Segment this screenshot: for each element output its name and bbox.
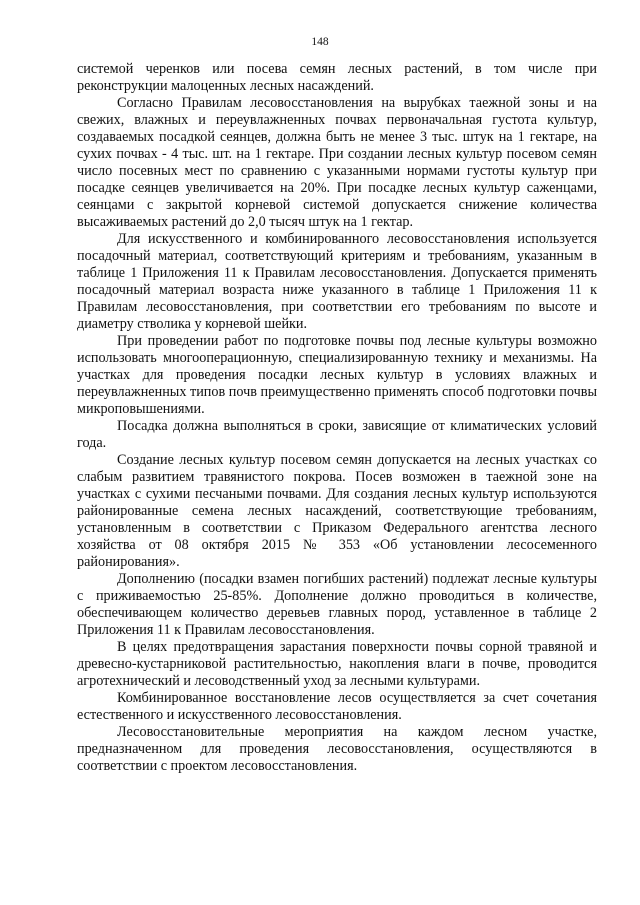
body-text [77,61,597,775]
paragraph-replanting: Дополнению (посадки взамен погибших растений) подлежат лесные культуры с приживаемостью 25-85%. Дополнение должно проводиться в количестве, обеспечивающем количество деревьев главных пород, уставленное в таблице 2 Приложения 11 к Правилам лесовосстановления. [77,571,597,638]
paragraph-seeding: Создание лесных культур посевом семян допускается на лесных участках со слабым развитием травянистого покрова. Посев возможен в таежной зоне на участках с сухими песчаными почвами. Для создания лесных культур используются районированные семена лесных насаждений, соответствующие требованиям, установленным в соответствии с Приказом Федерального агентства лесного хозяйства от 08 октября 2015 № 353 «Об установлении лесосеменного районирования». [77,452,597,570]
paragraph-soil-preparation: При проведении работ по подготовке почвы под лесные культуры возможно использовать многооперационную, специализированную технику и механизмы. На участках для проведения посадки лесных культур в условиях влажных и переувлажненных типов почв преимущественно применять способ подготовки почвы микроповышениями. [77,333,597,417]
paragraph-planting-timing: Посадка должна выполняться в сроки, зависящие от климатических условий года. [77,418,597,451]
paragraph-planting-density: Согласно Правилам лесовосстановления на вырубках таежной зоны и на свежих, влажных и переувлажненных почвах первоначальная густота культур, создаваемых посадкой сеянцев, должна быть не менее 3 тыс. штук на 1 гектаре, на сухих почвах - 4 тыс. шт. на 1 гектаре. При создании лесных культур посевом семян число посевных мест по сравнению с указанными нормами густоты культур при посадке сеянцев увеличивается на 20%. При посадке лесных культур саженцами, сеянцами с закрытой корневой системой допускается снижение количества высаживаемых растений до 2,0 тысяч штук на 1 гектар. [77,95,597,230]
paragraph-planting-material: Для искусственного и комбинированного лесовосстановления используется посадочный материал, соответствующий критериям и требованиям, указанным в таблице 1 Приложения 11 к Правилам лесовосстановления. Допускается применять посадочный материал возраста ниже указанного в таблице 1 Приложения 11 к Правилам лесовосстановления, при соответствии его требованиям по высоте и диаметру стволика у корневой шейки. [77,231,597,332]
page-number: 148 [311,36,329,48]
paragraph-maintenance: В целях предотвращения зарастания поверхности почвы сорной травяной и древесно-кустарниковой растительностью, накопления влаги в почве, проводится агротехнический и лесоводственный уход за лесными культурами. [77,639,597,689]
paragraph-continuation: системой черенков или посева семян лесных растений, в том числе при реконструкции малоценных лесных насаждений. [77,61,597,94]
paragraph-combined-restoration: Комбинированное восстановление лесов осуществляется за счет сочетания естественного и искусственного лесовосстановления. [77,690,597,723]
paragraph-restoration-project: Лесовосстановительные мероприятия на каждом лесном участке, предназначенном для проведения лесовосстановления, осуществляются в соответствии с проектом лесовосстановления. [77,724,597,774]
